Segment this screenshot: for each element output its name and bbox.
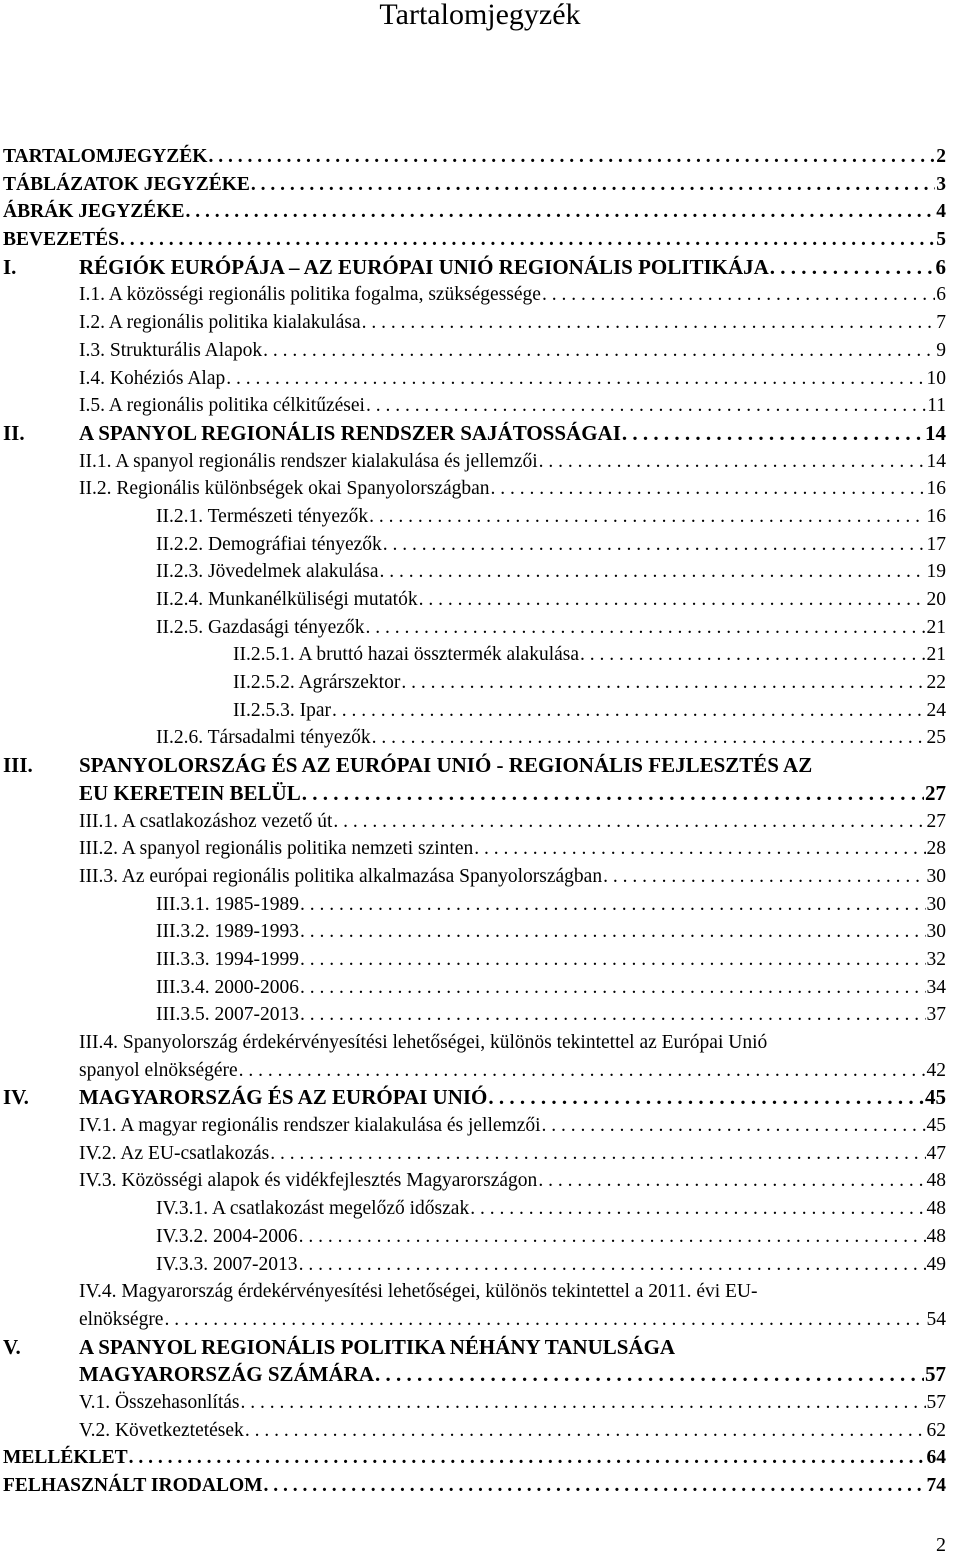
toc-entry-title: II.2.4. Munkanélküliségi mutatók <box>156 589 418 610</box>
toc-entry[interactable] <box>0 1251 960 1279</box>
toc-entry-page: 32 <box>926 948 946 970</box>
toc-entry[interactable] <box>0 281 960 309</box>
toc-entry-title: elnökségre <box>79 1308 164 1330</box>
toc-entry[interactable] <box>0 752 960 780</box>
toc-dot-leader <box>380 558 926 586</box>
page-number: 2 <box>936 1534 946 1556</box>
toc-entry-page: 47 <box>926 1142 946 1164</box>
toc-entry-page: 11 <box>927 395 946 417</box>
toc-entry-title: III.3.4. 2000-2006 <box>156 976 299 998</box>
toc-dot-leader <box>245 1417 926 1445</box>
toc-dot-leader <box>300 1001 926 1029</box>
toc-dot-leader <box>332 697 925 725</box>
toc-entry-number: IV. <box>3 1085 29 1110</box>
toc-dot-leader <box>474 835 925 863</box>
toc-entry-title: V.2. Következtetések <box>79 1419 244 1441</box>
toc-entry[interactable] <box>0 558 960 586</box>
toc-dot-leader <box>120 226 935 254</box>
toc-entry[interactable] <box>0 586 960 614</box>
toc-dot-leader <box>372 724 926 752</box>
toc-entry-title: I.4. Kohéziós Alap <box>79 367 226 389</box>
toc-dot-leader <box>333 808 925 836</box>
toc-dot-leader <box>419 586 926 614</box>
toc-entry[interactable] <box>0 641 960 669</box>
toc-entry[interactable] <box>0 1167 960 1195</box>
toc-dot-leader <box>470 1195 925 1223</box>
toc-entry-title: III.3.3. 1994-1999 <box>156 948 299 970</box>
toc-entry-page: 10 <box>926 367 946 389</box>
toc-entry-title: III.2. A spanyol regionális politika nemzeti szinten <box>79 838 474 860</box>
toc-entry[interactable] <box>0 1029 960 1057</box>
toc-dot-leader <box>539 448 926 476</box>
toc-dot-leader <box>226 365 925 393</box>
toc-entry-title: SPANYOLORSZÁG ÉS AZ EURÓPAI UNIÓ - REGIONÁLIS FEJLESZTÉS AZ <box>79 753 813 778</box>
toc-entry[interactable] <box>0 503 960 531</box>
toc-entry-page: 16 <box>926 478 946 500</box>
toc-entry[interactable] <box>0 724 960 752</box>
toc-entry[interactable] <box>0 198 960 226</box>
toc-dot-leader <box>542 1112 926 1140</box>
toc-dot-leader <box>164 1306 925 1334</box>
toc-dot-leader <box>401 669 925 697</box>
toc-entry[interactable] <box>0 226 960 254</box>
toc-entry-title: A SPANYOL REGIONÁLIS RENDSZER SAJÁTOSSÁGAI <box>79 420 621 445</box>
toc-dot-leader <box>362 309 936 337</box>
toc-entry-title: II.2. Regionális különbségek okai Spanyolországban <box>79 478 490 500</box>
toc-entry[interactable] <box>0 669 960 697</box>
toc-entry[interactable] <box>0 420 960 448</box>
toc-entry-page: 42 <box>926 1059 946 1081</box>
toc-entry-title: II.1. A spanyol regionális rendszer kialakulása és jellemzői <box>79 450 538 472</box>
toc-entry-page: 3 <box>936 173 946 195</box>
toc-entry-page: 34 <box>926 976 946 998</box>
toc-entry-title: A SPANYOL REGIONÁLIS POLITIKA NÉHÁNY TANULSÁGA <box>79 1334 676 1359</box>
toc-dot-leader <box>270 1140 925 1168</box>
toc-entry-page: 30 <box>926 921 946 943</box>
toc-dot-leader <box>770 254 935 282</box>
toc-entry[interactable] <box>0 1389 960 1417</box>
toc-entry-title: MELLÉKLET <box>3 1447 128 1469</box>
toc-entry[interactable] <box>0 1057 960 1085</box>
toc-dot-leader <box>263 337 935 365</box>
toc-entry-page: 6 <box>936 284 946 306</box>
toc-dot-leader <box>186 198 936 226</box>
toc-entry-page: 2 <box>936 146 946 167</box>
toc-entry[interactable] <box>0 891 960 919</box>
toc-entry-title: IV.3.2. 2004-2006 <box>156 1225 298 1247</box>
toc-entry-title: I.1. A közösségi regionális politika fogalma, szükségessége <box>79 284 541 306</box>
toc-dot-leader <box>302 780 924 808</box>
toc-entry[interactable] <box>0 475 960 503</box>
toc-entry[interactable] <box>0 946 960 974</box>
toc-entry[interactable] <box>0 309 960 337</box>
toc-entry-title: TARTALOMJEGYZÉK <box>3 146 208 167</box>
toc-entry[interactable] <box>0 171 960 199</box>
toc-entry[interactable] <box>0 808 960 836</box>
toc-dot-leader <box>264 1472 926 1500</box>
toc-entry-page: 57 <box>925 1362 946 1387</box>
toc-entry-page: 57 <box>926 1391 946 1413</box>
toc-entry-page: 5 <box>936 229 946 251</box>
toc-entry-page: 21 <box>926 616 946 638</box>
toc-entry-title: IV.4. Magyarország érdekérvényesítési lehetőségei, különös tekintettel a 2011. évi EU- <box>79 1281 758 1303</box>
toc-entry-title: III.3.2. 1989-1993 <box>156 921 299 943</box>
toc-entry-title: ÁBRÁK JEGYZÉKE <box>3 201 185 223</box>
toc-entry-title: I.3. Strukturális Alapok <box>79 339 263 361</box>
toc-entry-title: IV.1. A magyar regionális rendszer kialakulása és jellemzői <box>79 1115 541 1137</box>
toc-entry-page: 45 <box>925 1085 946 1110</box>
toc-dot-leader <box>366 392 926 420</box>
toc-entry[interactable] <box>0 448 960 476</box>
toc-dot-leader <box>488 1084 924 1112</box>
toc-entry-title: spanyol elnökségére <box>79 1059 238 1081</box>
toc-entry[interactable] <box>0 835 960 863</box>
toc-entry[interactable] <box>0 697 960 725</box>
toc-entry-title: II.2.5.2. Agrárszektor <box>233 672 401 694</box>
toc-entry-title: MAGYARORSZÁG SZÁMÁRA <box>79 1362 374 1387</box>
toc-entry-title: BEVEZETÉS <box>3 229 119 251</box>
toc-entry[interactable] <box>0 1084 960 1112</box>
toc-entry[interactable] <box>0 614 960 642</box>
toc-entry-title: II.2.5.1. A bruttó hazai össztermék alakulása <box>233 644 580 666</box>
toc-entry[interactable] <box>0 1140 960 1168</box>
toc-entry-page: 21 <box>926 644 946 666</box>
toc-dot-leader <box>622 420 924 448</box>
toc-entry-page: 24 <box>926 699 946 721</box>
toc-entry[interactable] <box>0 1306 960 1334</box>
toc-entry-title: RÉGIÓK EURÓPÁJA – AZ EURÓPAI UNIÓ REGIONÁLIS POLITIKÁJA <box>79 254 769 279</box>
toc-dot-leader <box>538 1167 925 1195</box>
toc-entry[interactable] <box>0 1278 960 1306</box>
toc-entry-page: 30 <box>926 865 946 887</box>
toc-entry-page: 14 <box>926 450 946 472</box>
toc-entry[interactable] <box>0 974 960 1002</box>
toc-entry-page: 62 <box>926 1419 946 1441</box>
toc-entry-page: 30 <box>926 893 946 915</box>
toc-entry-title: III.3. Az európai regionális politika alkalmazása Spanyolországban <box>79 865 603 887</box>
toc-entry-page: 48 <box>926 1170 946 1192</box>
toc-dot-leader <box>208 143 935 171</box>
toc-dot-leader <box>129 1444 926 1472</box>
toc-dot-leader <box>369 503 925 531</box>
toc-dot-leader <box>365 614 925 642</box>
toc-entry-title: II.2.2. Demográfiai tényezők <box>156 533 382 555</box>
toc-entry-page: 16 <box>926 505 946 527</box>
toc-dot-leader <box>580 641 925 669</box>
toc-entry[interactable] <box>0 337 960 365</box>
toc-entry-title: IV.2. Az EU-csatlakozás <box>79 1142 270 1164</box>
toc-entry-page: 37 <box>926 1004 946 1026</box>
toc-entry-page: 20 <box>926 589 946 610</box>
toc-entry-page: 9 <box>936 339 946 361</box>
toc-entry-title: II.2.1. Természeti tényezők <box>156 505 369 527</box>
toc-dot-leader <box>300 918 926 946</box>
toc-dot-leader <box>383 531 926 559</box>
toc-entry[interactable] <box>0 1334 960 1362</box>
toc-entry-title: EU KERETEIN BELÜL <box>79 780 301 805</box>
toc-entry[interactable] <box>0 863 960 891</box>
toc-dot-leader <box>300 891 926 919</box>
toc-dot-leader <box>299 1223 926 1251</box>
toc-dot-leader <box>491 475 926 503</box>
toc-entry[interactable] <box>0 392 960 420</box>
toc-entry-number: I. <box>3 254 17 279</box>
toc-entry-title: II.2.5.3. Ipar <box>233 699 332 721</box>
toc-entry[interactable] <box>0 1195 960 1223</box>
toc-dot-leader <box>542 281 935 309</box>
toc-entry[interactable] <box>0 1112 960 1140</box>
toc-entry-page: 48 <box>926 1225 946 1247</box>
toc-dot-leader <box>241 1389 926 1417</box>
toc-entry-title: I.5. A regionális politika célkitűzései <box>79 395 365 417</box>
toc-entry[interactable] <box>0 918 960 946</box>
toc-entry-title: III.3.1. 1985-1989 <box>156 893 299 915</box>
toc-entry-page: 6 <box>935 254 946 279</box>
toc-entry-page: 22 <box>926 672 946 694</box>
toc-entry-title: TÁBLÁZATOK JEGYZÉKE <box>3 173 250 195</box>
toc-entry-page: 49 <box>926 1253 946 1275</box>
toc-entry-title: I.2. A regionális politika kialakulása <box>79 312 361 334</box>
toc-entry[interactable] <box>0 1001 960 1029</box>
toc-entry-page: 4 <box>936 201 946 223</box>
toc-entry[interactable] <box>0 254 960 282</box>
toc-entry[interactable] <box>0 1417 960 1445</box>
toc-entry[interactable] <box>0 1361 960 1389</box>
toc-entry[interactable] <box>0 531 960 559</box>
toc-dot-leader <box>375 1361 924 1389</box>
table-of-contents <box>0 143 960 1500</box>
toc-dot-leader <box>299 1251 926 1279</box>
toc-entry-title: IV.3.1. A csatlakozást megelőző időszak <box>156 1198 470 1220</box>
toc-dot-leader <box>251 171 935 199</box>
toc-entry-page: 54 <box>926 1308 946 1330</box>
toc-entry-page: 14 <box>925 420 946 445</box>
toc-dot-leader <box>300 974 926 1002</box>
toc-entry[interactable] <box>0 1223 960 1251</box>
toc-entry-title: III.3.5. 2007-2013 <box>156 1004 299 1026</box>
toc-entry-page: 19 <box>926 561 946 583</box>
page-title: Tartalomjegyzék <box>379 0 581 31</box>
toc-entry-number: II. <box>3 420 25 445</box>
toc-entry-page: 25 <box>926 727 946 749</box>
toc-entry-number: III. <box>3 753 33 778</box>
toc-entry-title: III.4. Spanyolország érdekérvényesítési lehetőségei, különös tekintettel az Európai Unió <box>79 1032 768 1053</box>
toc-entry-title: IV.3. Közösségi alapok és vidékfejlesztés Magyarországon <box>79 1170 538 1192</box>
toc-entry-page: 27 <box>925 780 946 805</box>
toc-entry-title: II.2.3. Jövedelmek alakulása <box>156 561 379 583</box>
toc-entry-title: MAGYARORSZÁG ÉS AZ EURÓPAI UNIÓ <box>79 1085 488 1110</box>
toc-entry-page: 45 <box>926 1115 946 1137</box>
toc-dot-leader <box>603 863 925 891</box>
toc-entry-title: V.1. Összehasonlítás <box>79 1391 240 1413</box>
toc-entry-title: III.1. A csatlakozáshoz vezető út <box>79 810 333 832</box>
toc-entry-page: 48 <box>926 1198 946 1220</box>
toc-entry-page: 7 <box>936 312 946 334</box>
toc-entry[interactable] <box>0 143 960 171</box>
toc-dot-leader <box>300 946 926 974</box>
toc-entry-page: 17 <box>926 533 946 555</box>
toc-entry-title: II.2.6. Társadalmi tényezők <box>156 727 371 749</box>
toc-entry-page: 74 <box>926 1475 946 1496</box>
toc-entry-title: II.2.5. Gazdasági tényezők <box>156 616 365 638</box>
toc-entry-page: 27 <box>926 810 946 832</box>
toc-entry-page: 64 <box>926 1447 946 1469</box>
toc-entry[interactable] <box>0 780 960 808</box>
toc-entry-page: 28 <box>926 838 946 860</box>
toc-entry[interactable] <box>0 1444 960 1472</box>
toc-entry[interactable] <box>0 365 960 393</box>
toc-entry[interactable] <box>0 1472 960 1500</box>
toc-entry-number: V. <box>3 1334 21 1359</box>
toc-entry-title: FELHASZNÁLT IRODALOM <box>3 1475 263 1496</box>
toc-dot-leader <box>239 1057 926 1085</box>
toc-entry-title: IV.3.3. 2007-2013 <box>156 1253 298 1275</box>
